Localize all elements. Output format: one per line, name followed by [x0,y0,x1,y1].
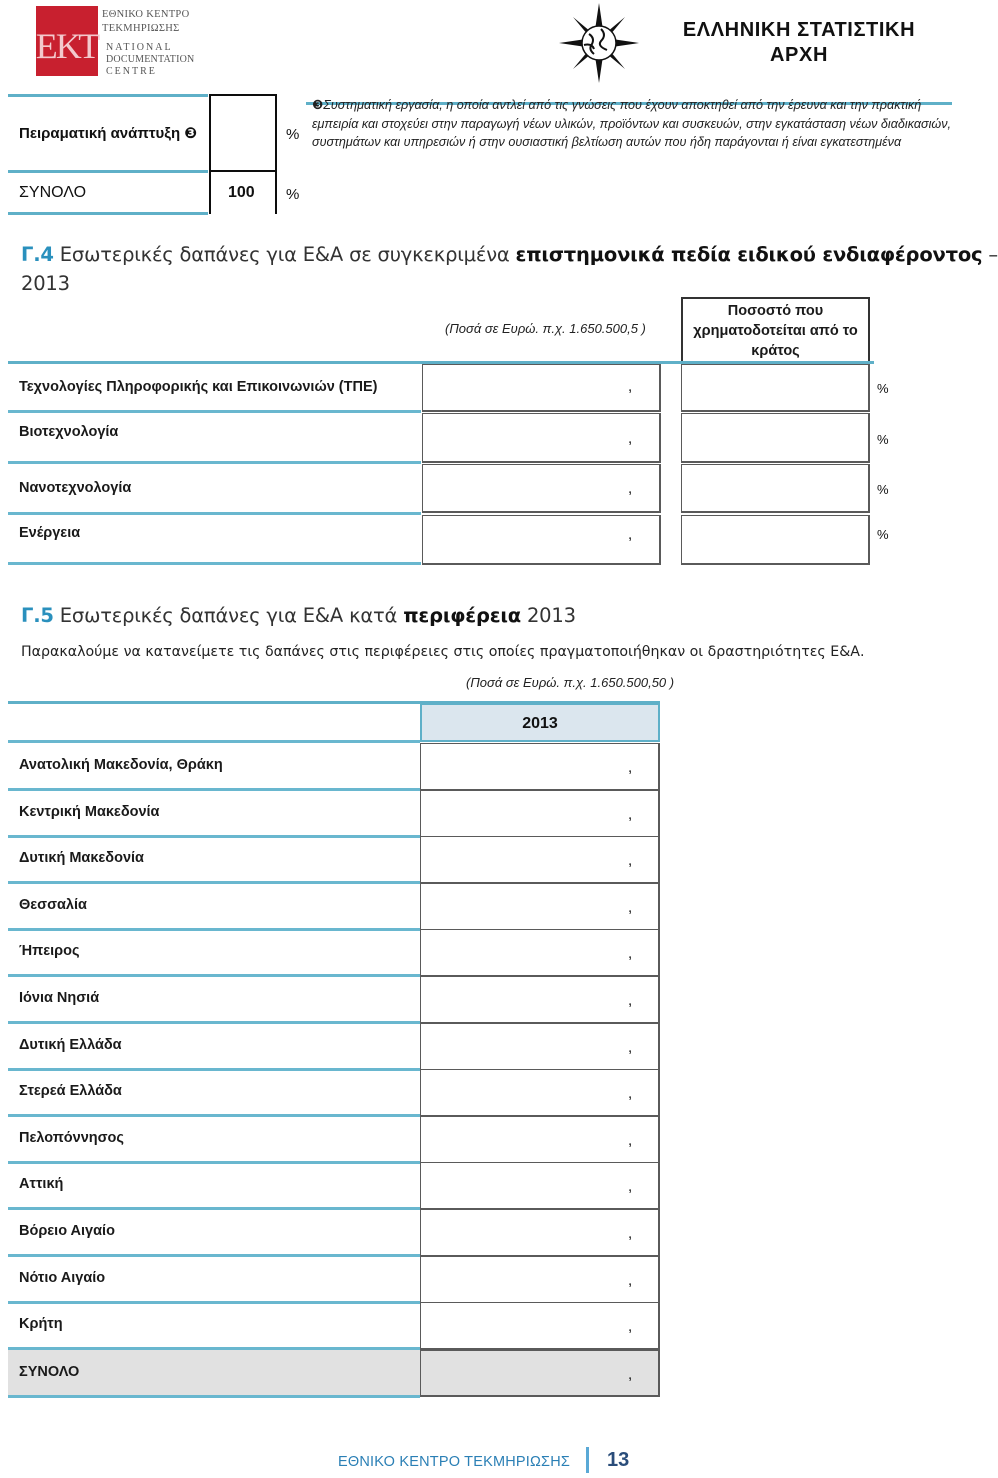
g5-region-label: Ήπειρος [19,943,80,959]
section-g4-year: 2013 [21,272,70,295]
g4-nanotech-amount-input[interactable] [422,464,661,513]
g4-energy-comma: , [628,526,633,543]
g4-biotech-pct: % [877,432,889,447]
g4-energy-pct: % [877,527,889,542]
note-text: Συστηματική εργασία, η οποία αντλεί από τις γνώσεις που έχουν αποκτηθεί από την έρευνα και την πρακτική εμπειρία και στοχεύει στην παραγωγή νέων υλικών, προϊόντων και συσκευών, στην εγκατάσταση νέων διαδικασιών, συστημάτων και υπηρεσιών ή στην ουσιαστική βελτίωση αυτών που ήδη παράγονται ή είναι εγκατεστημένα [312,98,952,149]
g4-ict-amount-input[interactable] [422,364,661,412]
g5-region-label: Αττική [19,1176,64,1192]
top-total-value: 100 [228,184,255,201]
g5-year-header-text: 2013 [522,715,558,732]
experimental-cell-right-border [275,94,277,214]
state-funded-header-text: Ποσοστό που χρηματοδοτείται από το κράτος [693,303,858,359]
g5-region-amount-input[interactable] [420,1116,660,1164]
ekt-logo-greek-line2: ΤΕΚΜΗΡΙΩΣΗΣ [102,23,180,34]
g5-region-amount-input[interactable] [420,1256,660,1304]
g5-region-label: Στερεά Ελλάδα [19,1083,122,1099]
g4-energy-amount-input[interactable] [422,515,661,565]
g5-region-rule [8,1114,420,1117]
g4-ict-comma: , [628,378,633,395]
g5-region-comma: , [628,759,633,776]
ekt-logo [36,6,196,78]
g4-nanotech-pct-input[interactable] [681,464,870,513]
g5-region-label: Θεσσαλία [19,897,87,913]
g4-nanotech-comma: , [628,480,633,497]
g5-region-label: Δυτική Μακεδονία [19,850,144,866]
agency-title-line1: ΕΛΛΗΝΙΚΗ ΣΤΑΤΙΣΤΙΚΗ [682,19,916,41]
g5-region-amount-input[interactable] [420,883,660,931]
g5-region-label: Νότιο Αιγαίο [19,1270,106,1286]
g4-row-rule [8,410,421,413]
agency-title [654,18,944,68]
ekt-logo-latin [106,42,194,78]
state-funded-header [681,297,870,363]
g4-ict-pct-input[interactable] [681,364,870,412]
g5-region-amount-input[interactable] [420,790,660,838]
section-g5-instruction: Παρακαλούμε να κατανείμετε τις δαπάνες στις περιφέρειες στις οποίες πραγματοποιήθηκαν οι δραστηριότητες Ε&Α. [21,644,865,660]
section-g5-title-bold: περιφέρεια [403,604,521,627]
g5-region-rule [8,881,420,884]
g5-region-amount-input[interactable] [420,1069,660,1117]
g4-biotech-amount-input[interactable] [422,413,661,463]
section-g4-title-pre: Εσωτερικές δαπάνες για Ε&Α σε συγκεκριμένα [53,243,516,266]
g5-region-comma: , [628,945,633,962]
g4-biotech-comma: , [628,430,633,447]
g5-region-label: Ιόνια Νησιά [19,990,100,1006]
g5-region-label: Δυτική Ελλάδα [19,1037,122,1053]
g4-row-label-nanotech: Νανοτεχνολογία [19,480,132,496]
g5-region-comma: , [628,899,633,916]
g5-region-comma: , [628,1178,633,1195]
g4-row-label-biotech: Βιοτεχνολογία [19,424,119,440]
g5-total-amount-input[interactable] [420,1350,660,1397]
g5-total-label: ΣΥΝΟΛΟ [19,1364,80,1380]
g5-region-amount-input[interactable] [420,976,660,1024]
g4-energy-pct-input[interactable] [681,515,870,565]
g5-total-rule [8,1395,420,1398]
g5-region-rule [8,1254,420,1257]
g4-row-label-energy: Ενέργεια [19,525,81,541]
g5-total-comma: , [628,1366,633,1383]
g4-row-rule [8,562,421,565]
g4-ict-pct: % [877,381,889,396]
g5-region-comma: , [628,1318,633,1335]
g5-region-rule [8,1021,420,1024]
section-g4-title-bold: επιστημονικά πεδία ειδικού ενδιαφέροντος [515,243,983,266]
g4-biotech-pct-input[interactable] [681,413,870,463]
ekt-logo-mark-icon [36,6,98,76]
g4-nanotech-pct: % [877,482,889,497]
g5-region-rule [8,1161,420,1164]
note-marker: ❸ [312,98,324,112]
g5-region-comma: , [628,1132,633,1149]
footer-divider [586,1447,589,1473]
g5-region-rule [8,1301,420,1304]
page-number: 13 [607,1449,630,1471]
g5-region-comma: , [628,1272,633,1289]
ekt-logo-greek [102,8,189,36]
experimental-development-label [19,124,197,142]
section-g4-title [21,243,998,266]
g5-region-rule [8,1068,420,1071]
elstat-compass-logo-icon [558,2,640,84]
section-g4-title-post: – [982,243,998,266]
experimental-row-divider [209,170,277,172]
experimental-development-note [312,96,952,152]
ekt-logo-latin-line3: CENTRE [106,66,157,77]
g5-region-amount-input[interactable] [420,1162,660,1210]
g5-region-comma: , [628,1225,633,1242]
g5-region-label: Ανατολική Μακεδονία, Θράκη [19,757,223,773]
g5-region-comma: , [628,1039,633,1056]
section-g5-title-post: 2013 [520,604,576,627]
g5-year-header [420,702,660,742]
g5-region-label: Κρήτη [19,1316,63,1332]
ekt-logo-greek-line1: ΕΘΝΙΚΟ ΚΕΝΤΡΟ [102,9,190,20]
section-g5-number: Γ.5 [21,604,54,627]
g5-header-rule [8,740,420,743]
section-g5-title-pre: Εσωτερικές δαπάνες για Ε&Α κατά [53,604,404,627]
g5-region-amount-input[interactable] [420,1023,660,1071]
g5-region-amount-input[interactable] [420,929,660,977]
experimental-development-input[interactable] [211,96,275,170]
experimental-marker: ❸ [184,125,197,142]
g5-region-amount-input[interactable] [420,836,660,884]
ekt-logo-latin-line1: NATIONAL [106,42,173,53]
top-total-label: ΣΥΝΟΛΟ [19,184,87,201]
g4-row-rule [8,461,421,464]
experimental-row-teal-rule [8,170,208,173]
section-g5-unit-note: (Ποσά σε Ευρώ. π.χ. 1.650.500,50 ) [466,675,675,690]
g5-region-rule [8,1207,420,1210]
footer-org-name: ΕΘΝΙΚΟ ΚΕΝΤΡΟ ΤΕΚΜΗΡΙΩΣΗΣ [338,1454,571,1470]
g5-region-comma: , [628,852,633,869]
g5-region-comma: , [628,992,633,1009]
total-row-teal-rule [8,212,208,215]
ekt-logo-mark-text: ΕΚΤ [35,26,99,66]
g5-region-rule [8,974,420,977]
section-g5-title [21,604,576,627]
agency-title-line2: ΑΡΧΗ [770,44,828,66]
g5-region-rule [8,928,420,931]
g5-region-label: Κεντρική Μακεδονία [19,804,160,820]
g5-region-rule [8,788,420,791]
g5-region-comma: , [628,806,633,823]
section-g4-number: Γ.4 [21,243,54,266]
g5-region-label: Πελοπόννησος [19,1130,124,1146]
g5-region-comma: , [628,1085,633,1102]
g5-region-amount-input[interactable] [420,743,660,791]
ekt-logo-latin-line2: DOCUMENTATION [106,54,195,65]
section-g4-unit-note: (Ποσά σε Ευρώ. π.χ. 1.650.500,5 ) [445,321,646,336]
g5-region-amount-input[interactable] [420,1209,660,1257]
experimental-development-pct: % [286,126,300,143]
top-teal-rule [8,94,208,97]
g5-region-amount-input[interactable] [420,1302,660,1350]
g5-region-rule [8,835,420,838]
top-total-pct: % [286,186,300,203]
g5-region-label: Βόρειο Αιγαίο [19,1223,115,1239]
experimental-development-text: Πειραματική ανάπτυξη [19,125,181,142]
g4-row-label-ict: Τεχνολογίες Πληροφορικής και Επικοινωνιών (ΤΠΕ) [19,379,378,395]
g4-row-rule [8,512,421,515]
